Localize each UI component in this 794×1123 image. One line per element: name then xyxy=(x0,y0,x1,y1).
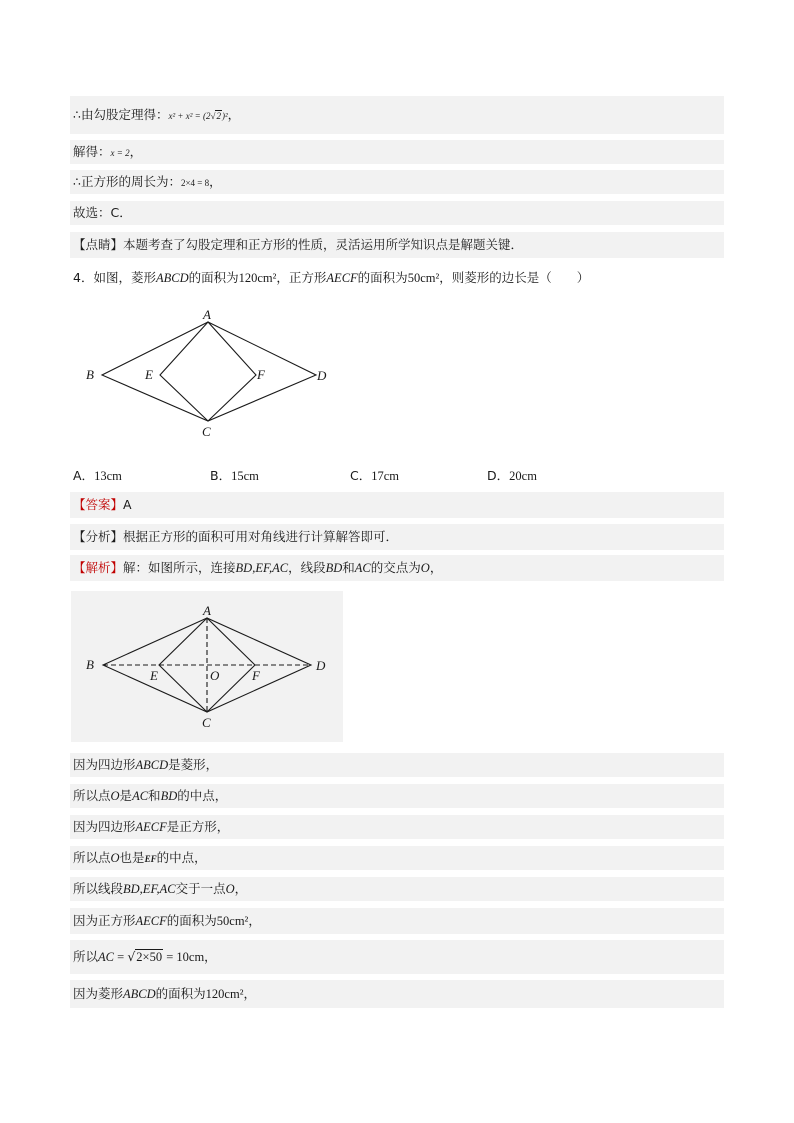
step-1: 因为四边形ABCD是菱形， xyxy=(70,753,724,777)
fig1-label-e: E xyxy=(145,367,153,382)
solution-intro-f: AC xyxy=(354,561,371,575)
choice-a: A．13cm xyxy=(73,468,122,483)
solve-formula: x = 2 xyxy=(110,148,130,158)
fig2-label-d: D xyxy=(316,658,326,673)
solution-intro-b: BD,EF,AC xyxy=(235,561,289,575)
choice-c: C．17cm xyxy=(350,468,400,483)
fig1-label-a: A xyxy=(203,308,211,322)
solution-line-perimeter xyxy=(70,170,724,194)
fig2-label-e: E xyxy=(150,668,158,683)
solution-intro-a: 解：如图所示，连接 xyxy=(123,560,236,575)
rhombus-abcd xyxy=(102,322,316,421)
question-4-stem xyxy=(70,266,724,290)
solution-line-solve xyxy=(70,140,724,164)
comment-tag: 【点睛】 xyxy=(73,237,124,252)
answer-line xyxy=(70,492,724,518)
step-6: 因为正方形AECF的面积为50cm²， xyxy=(70,908,724,934)
pythagoras-formula: x² + x² = (2√2)² xyxy=(168,111,228,121)
pythagoras-suffix: ， xyxy=(227,107,241,122)
step-5: 所以线段BD,EF,AC交于一点O， xyxy=(70,877,724,901)
rhombus-figure xyxy=(80,308,340,442)
solution-intro-line xyxy=(70,555,724,581)
perimeter-suffix: ， xyxy=(209,174,222,189)
rhombus-figure-2 xyxy=(71,591,343,742)
perimeter-formula: 2×4 = 8 xyxy=(180,178,210,188)
analysis-line xyxy=(70,524,724,550)
answer-value: A xyxy=(123,497,132,512)
fig1-label-f: F xyxy=(257,367,265,382)
q4-text-2: 的面积为 xyxy=(188,270,239,285)
fig1-label-b: B xyxy=(86,367,94,382)
step-2: 所以点O是AC和BD的中点， xyxy=(70,784,724,808)
solve-prefix: 解得： xyxy=(73,144,111,159)
choice-text: 故选：C． xyxy=(73,205,132,220)
q4-abcd: ABCD xyxy=(155,271,189,285)
q4-text-1: 4．如图，菱形 xyxy=(73,270,156,285)
solution-tag: 【解析】 xyxy=(73,560,124,575)
fig2-label-c: C xyxy=(202,715,211,730)
solution-intro-d: BD xyxy=(325,561,343,575)
q4-aecf: AECF xyxy=(326,271,358,285)
q4-text-3: ，正方形 xyxy=(276,270,327,285)
perimeter-prefix: ∴正方形的周长为： xyxy=(73,174,181,189)
q4-area-rhombus: 120cm² xyxy=(238,271,277,285)
fig2-label-f: F xyxy=(252,668,260,683)
step-4: 所以点O也是EF的中点， xyxy=(70,846,724,870)
analysis-tag: 【分析】 xyxy=(73,529,124,544)
comment-line xyxy=(70,232,724,258)
solution-intro-i: ， xyxy=(429,560,443,575)
choice-d: D．20cm xyxy=(487,468,537,483)
step-8: 因为菱形ABCD的面积为120cm²， xyxy=(70,980,724,1008)
choice-b: B．15cm xyxy=(210,468,259,483)
solution-intro-g: 的交点为 xyxy=(370,560,421,575)
step-7: 所以AC = √2×50 = 10cm， xyxy=(70,940,724,974)
fig2-label-o: O xyxy=(210,668,220,683)
analysis-text: 根据正方形的面积可用对角线进行计算解答即可． xyxy=(123,529,399,544)
solution-line-pythagoras xyxy=(70,96,724,134)
step-3: 因为四边形AECF是正方形， xyxy=(70,815,724,839)
solve-suffix: ， xyxy=(129,144,143,159)
solution-intro-e: 和 xyxy=(342,560,355,575)
comment-text: 本题考查了勾股定理和正方形的性质，灵活运用所学知识点是解题关键． xyxy=(123,237,524,252)
q4-text-4: 的面积为 xyxy=(357,270,408,285)
fig1-label-c: C xyxy=(202,424,211,439)
solution-line-choice xyxy=(70,201,724,225)
fig2-label-a: A xyxy=(203,603,211,618)
fig1-label-d: D xyxy=(317,368,327,383)
solution-intro-h: O xyxy=(420,561,430,575)
figure-2-frame xyxy=(71,591,343,742)
solution-intro-c: ，线段 xyxy=(288,560,326,575)
q4-text-5: ，则菱形的边长是（ ） xyxy=(439,270,590,285)
fig2-label-b: B xyxy=(86,657,94,672)
pythagoras-prefix: ∴由勾股定理得： xyxy=(73,107,169,122)
answer-tag: 【答案】 xyxy=(73,497,124,512)
q4-area-square: 50cm² xyxy=(407,271,440,285)
